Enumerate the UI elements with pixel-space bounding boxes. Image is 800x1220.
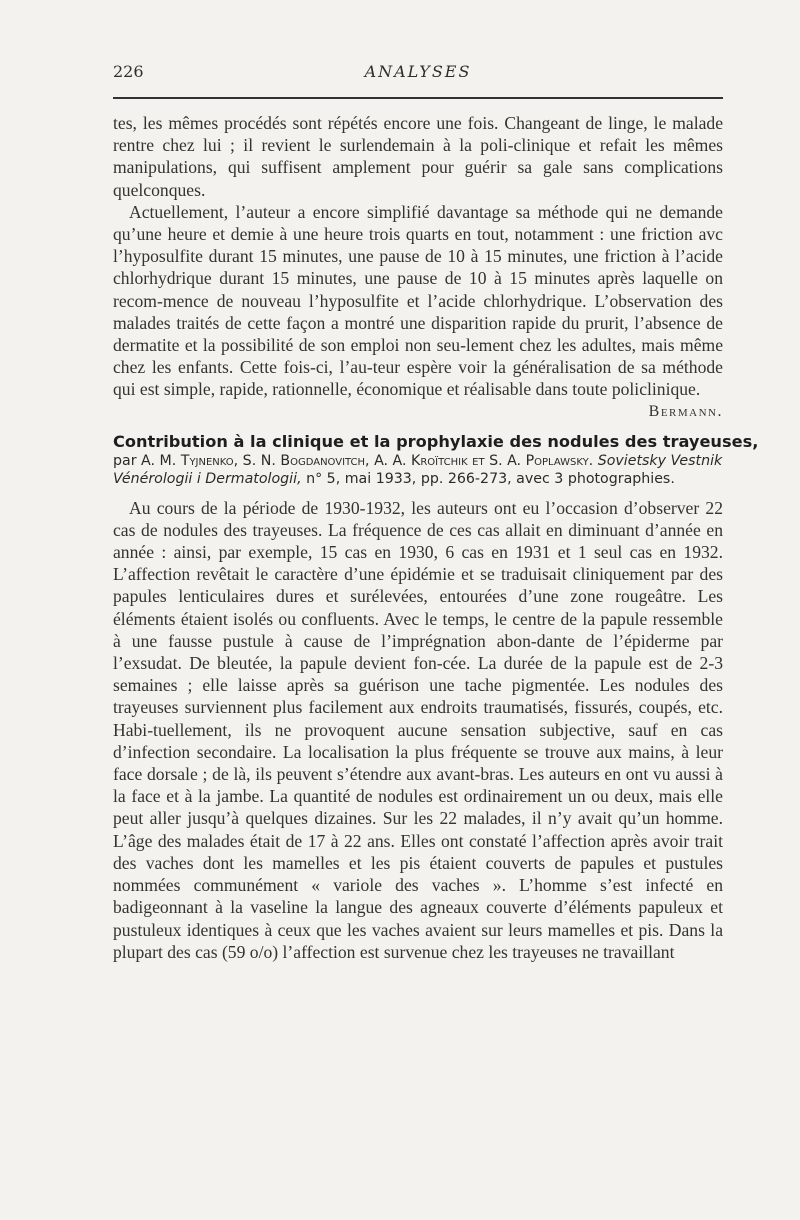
page-header xyxy=(113,62,723,88)
review-paragraph: Actuellement, l’auteur a encore simplifié davantage sa méthode qui ne demande qu’une heure et demie à une heure trois quarts en tout, notamment : une friction avc l’hyposulfite durant 15 minutes, une pause de 10 à 15 minutes, une friction à l’acide chlorhydrique durant 15 minutes, une pause de 10 à 15 minutes après laquelle on recom-mence de nouveau l’hyposulfite et l’acide chlorhydrique. L’observation des malades traités de cette façon a montré une disparition rapide du prurit, l’absence de dermatite et la possibilité de son emploi non seu-lement chez les adultes, mais même chez les enfants. Cette fois-ci, l’au-teur espère voir la généralisation de sa méthode qui est simple, rapide, rationnelle, économique et réalisable dans toute policlinique. xyxy=(113,201,723,400)
page-number: 226 xyxy=(113,62,144,81)
review-paragraph-continued: tes, les mêmes procédés sont répétés encore une fois. Changeant de linge, le malade rentre chez lui ; il revient le surlendemain à la poli-clinique et refait les mêmes manipulations, qui suffisent amplement pour guérir sa gale sans complications quelconques. xyxy=(113,113,723,200)
reviewer-signature: Bermann. xyxy=(648,402,723,420)
article-authors: A. M. Tyjnenko, S. N. Bogdanovitch, A. A. Kroïtchik et S. A. Poplawsky. xyxy=(141,452,594,469)
header-rule xyxy=(113,97,723,99)
article-title: Contribution à la clinique et la prophylaxie des nodules des trayeuses, xyxy=(113,431,759,451)
article-abstract: Au cours de la période de 1930-1932, les auteurs ont eu l’occasion d’observer 22 cas de nodules des trayeuses. La fréquence de ces cas allait en diminuant d’année en année : ainsi, par exemple, 15 cas en 1930, 6 cas en 1931 et 1 seul cas en 1932. L’affection revêtait le caractère d’une épidémie et se traduisait cliniquement par des papules lenticulaires dures et surélevées, entourées d’une zone rougeâtre. Les éléments étaient isolés ou confluents. Avec le temps, le centre de la papule ressemble à une fausse pustule à cause de l’imprégnation abon-dante de l’épiderme par l’exsudat. De bleutée, la papule devient fon-cée. La durée de la papule est de 2-3 semaines ; elle laisse après sa guérison une tache pigmentée. Les nodules des trayeuses surviennent plus facilement aux endroits traumatisés, fissurés, coupés, etc. Habi-tuellement, ils ne provoquent aucune sensation subjective, sauf en cas d’infection secondaire. La localisation la plus fréquente se trouve aux mains, à leur face dorsale ; de là, ils peuvent s’étendre aux avant-bras. Les auteurs en ont vu aussi à la face et à la jambe. La quantité de nodules est ordinairement un ou deux, mais elle peut aller jusqu’à quelques dizaines. Sur les 22 malades, il n’y avait qu’un homme. L’âge des malades était de 17 à 22 ans. Elles ont constaté l’affection après avoir trait des vaches dont les mamelles et les pis étaient couverts de papules et pustules nommées communément « variole des vaches ». L’homme s’est infecté en badigeonnant à la vaseline la langue des agneaux couverte d’éléments papuleux et pustuleux identiques à ceux que les vaches avaient sur leurs mamelles et pis. Dans la plupart des cas (59 o/o) l’affection est survenue chez les trayeuses ne travaillant xyxy=(113,497,723,962)
article-meta xyxy=(113,452,723,489)
article-citation: n° 5, mai 1933, pp. 266-273, avec 3 photographies. xyxy=(301,471,675,488)
article-by: par xyxy=(113,452,142,469)
page-body xyxy=(113,112,759,963)
running-title: ANALYSES xyxy=(364,62,472,81)
article-journal: Sovietsky Vestnik Vénérologii i Dermatologii, xyxy=(113,452,723,488)
